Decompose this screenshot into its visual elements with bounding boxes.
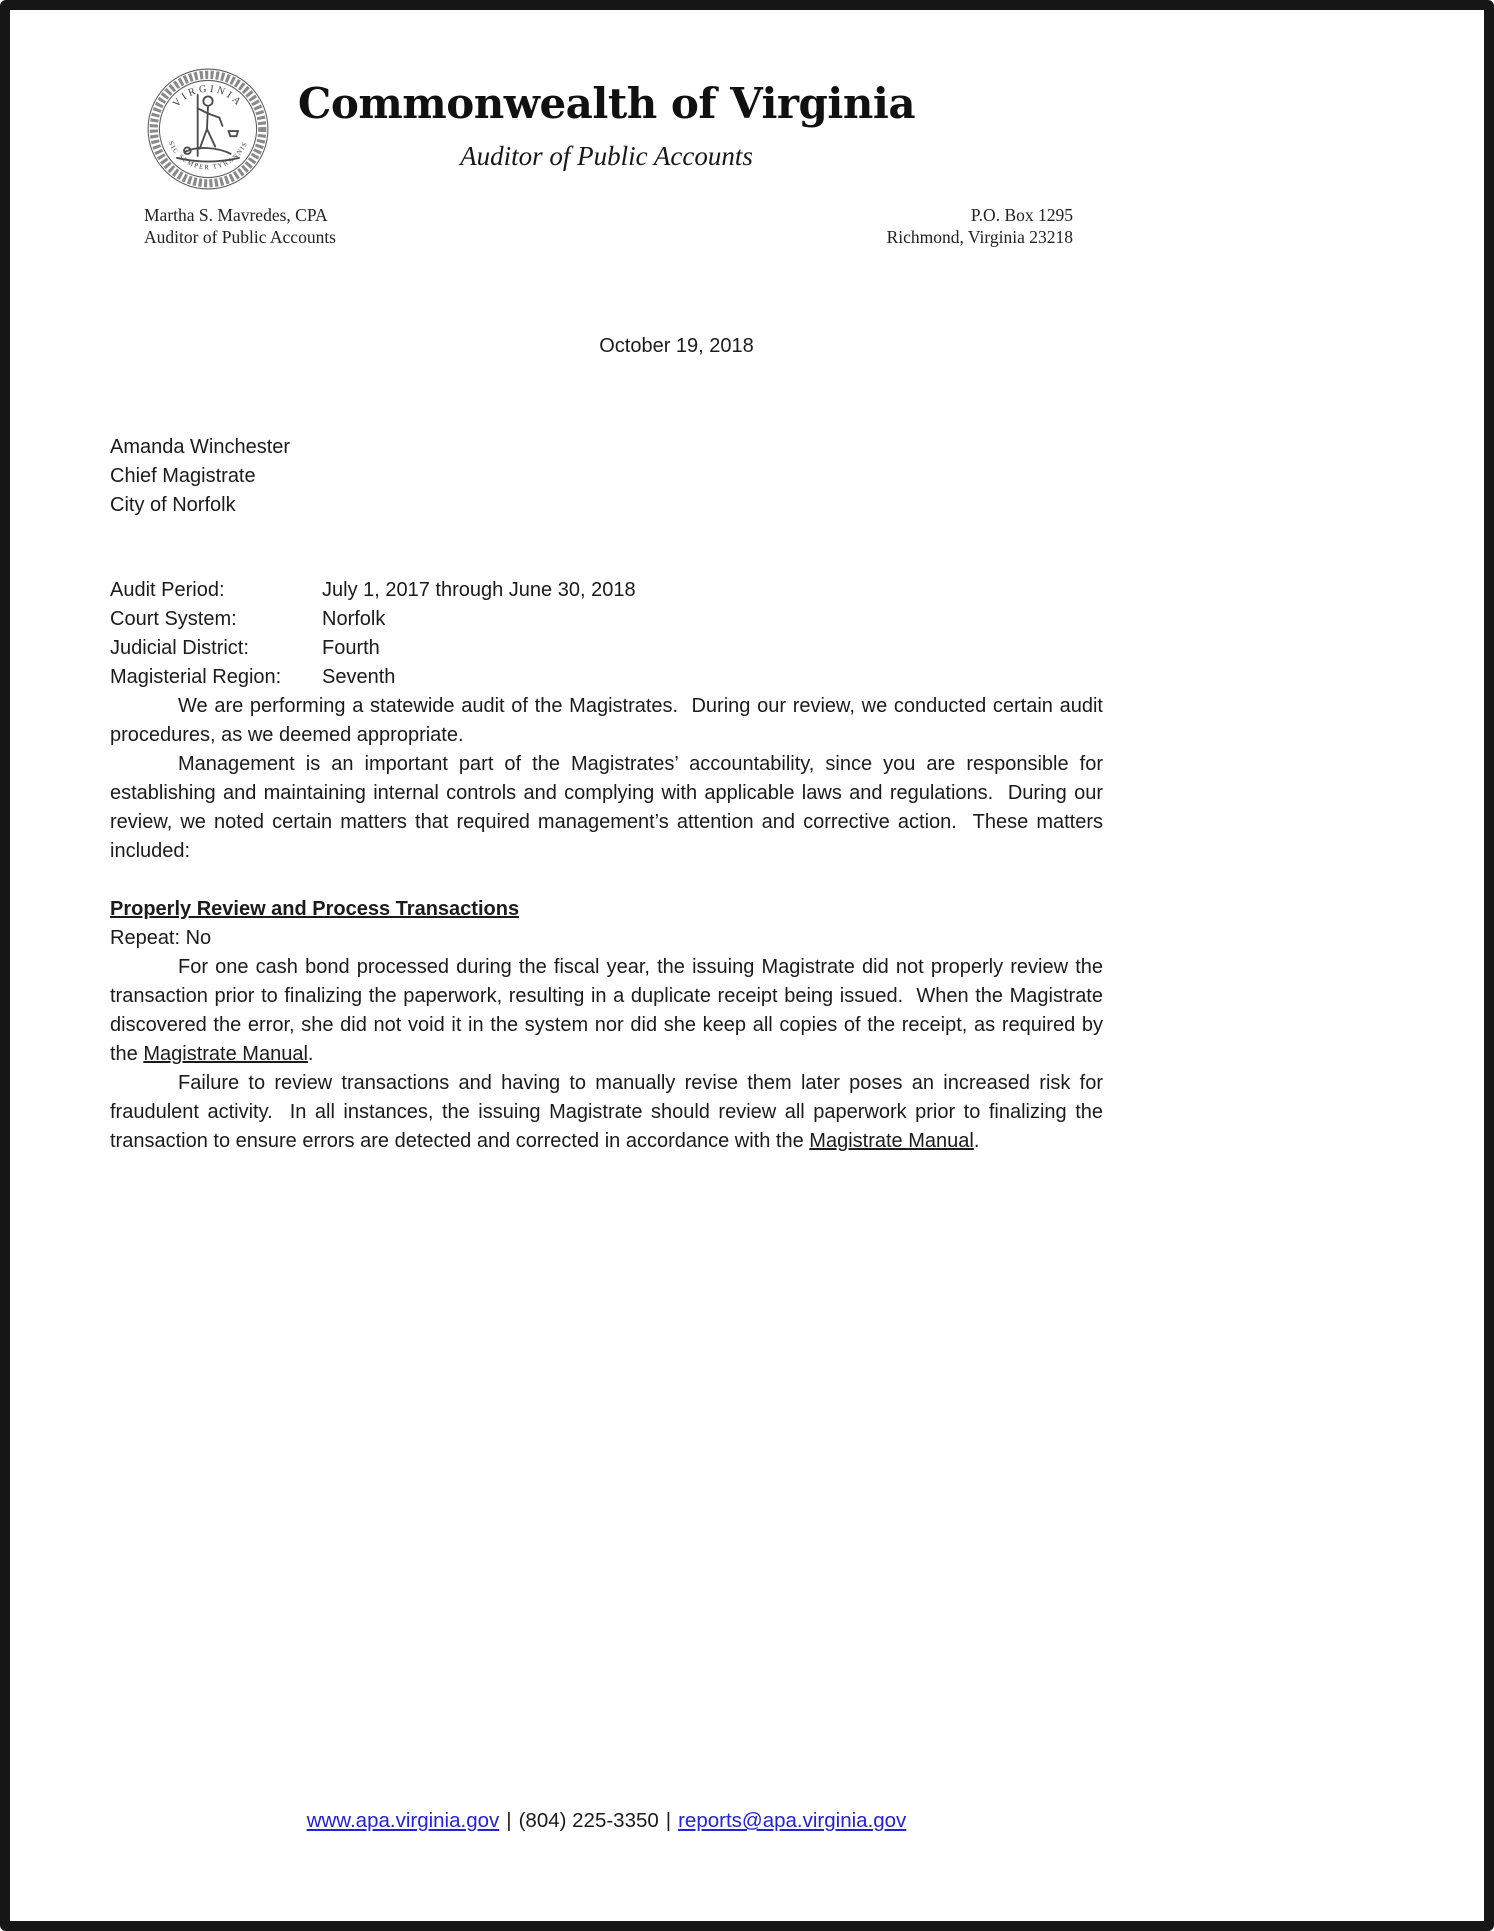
letter-date: October 19, 2018 xyxy=(599,335,754,357)
court-system-value: Norfolk xyxy=(322,608,386,630)
intro-paragraph: We are performing a statewide audit of the Magistrates. During our review, we conducted certain audit procedures, as we deemed appropriate. xyxy=(110,695,1109,746)
risk-period: . xyxy=(973,1130,980,1152)
judicial-district-value: Fourth xyxy=(322,637,380,659)
finding-detail-text: For one cash bond processed during the fiscal year, the issuing Magistrate did not properly review the transaction prior to finalizing the paperwork, resulting in a duplicate receipt being issued. When the Magistrate discovered the error, she did not void it in the system nor did she keep all copies of the receipt, as required by the xyxy=(110,956,1109,1065)
footer xyxy=(110,1807,1103,1835)
recipient-organization: City of Norfolk xyxy=(110,494,236,516)
recipient-block xyxy=(110,433,1103,520)
phone-number: (804) 225-3350 xyxy=(518,1809,659,1832)
website-link[interactable]: www.apa.virginia.gov xyxy=(306,1809,500,1832)
repeat-status: Repeat: No xyxy=(110,927,212,949)
seal-bottom-text: SIC SEMPER TYRANNIS xyxy=(166,140,250,172)
auditor-title: Auditor of Public Accounts xyxy=(144,227,336,247)
auditor-name: Martha S. Mavredes, CPA xyxy=(144,205,328,225)
virginia-state-seal-icon xyxy=(146,66,270,192)
svg-text:SIC SEMPER TYRANNIS xyxy=(167,140,250,171)
recipient-name: Amanda Winchester xyxy=(110,436,291,458)
seal-top-text: VIRGINIA xyxy=(171,83,245,110)
risk-text: Failure to review transactions and having to manually revise them later poses an increased risk for fraudulent activity. In all instances, the issuing Magistrate should review all paperwork prior to finalizing the transaction to ensure errors are detected and corrected in accordance with the xyxy=(110,1072,1109,1152)
audit-info-row xyxy=(110,663,1103,692)
magisterial-region-value: Seventh xyxy=(322,666,396,688)
magisterial-region-label: Magisterial Region: xyxy=(110,666,282,688)
magistrate-manual-reference: Magistrate Manual xyxy=(143,1043,308,1065)
risk-paragraph xyxy=(110,1069,1109,1156)
finding-detail-period: . xyxy=(307,1043,314,1065)
agency-title: Commonwealth of Virginia xyxy=(297,79,916,128)
po-box: P.O. Box 1295 xyxy=(970,205,1073,225)
finding-detail-paragraph xyxy=(110,953,1109,1069)
letterhead xyxy=(110,66,1103,200)
footer-separator: | xyxy=(665,1809,672,1832)
judicial-district-label: Judicial District: xyxy=(110,637,249,659)
office-address xyxy=(887,204,1073,248)
audit-info-row xyxy=(110,576,1103,605)
audit-period-value: July 1, 2017 through June 30, 2018 xyxy=(322,579,636,601)
management-paragraph: Management is an important part of the Magistrates’ accountability, since you are responsible for establishing and maintaining internal controls and complying with applicable laws and regulations. During our review, we noted certain matters that required management’s attention and corrective action. These matters included: xyxy=(110,753,1109,862)
agency-subtitle: Auditor of Public Accounts xyxy=(460,141,753,171)
magistrate-manual-reference: Magistrate Manual xyxy=(809,1130,974,1152)
audit-info-row xyxy=(110,634,1103,663)
auditor-contact xyxy=(144,204,336,248)
email-link[interactable]: reports@apa.virginia.gov xyxy=(678,1809,907,1832)
court-system-label: Court System: xyxy=(110,608,237,630)
seal-virtus-figure xyxy=(177,95,239,162)
audit-period-label: Audit Period: xyxy=(110,579,225,601)
footer-separator: | xyxy=(506,1809,512,1832)
finding-heading: Properly Review and Process Transactions xyxy=(110,898,520,920)
letterhead-contacts xyxy=(110,200,1103,248)
recipient-title: Chief Magistrate xyxy=(110,465,256,487)
audit-info-row xyxy=(110,605,1103,634)
audit-info-table xyxy=(110,576,1103,692)
city-state-zip: Richmond, Virginia 23218 xyxy=(886,227,1073,247)
